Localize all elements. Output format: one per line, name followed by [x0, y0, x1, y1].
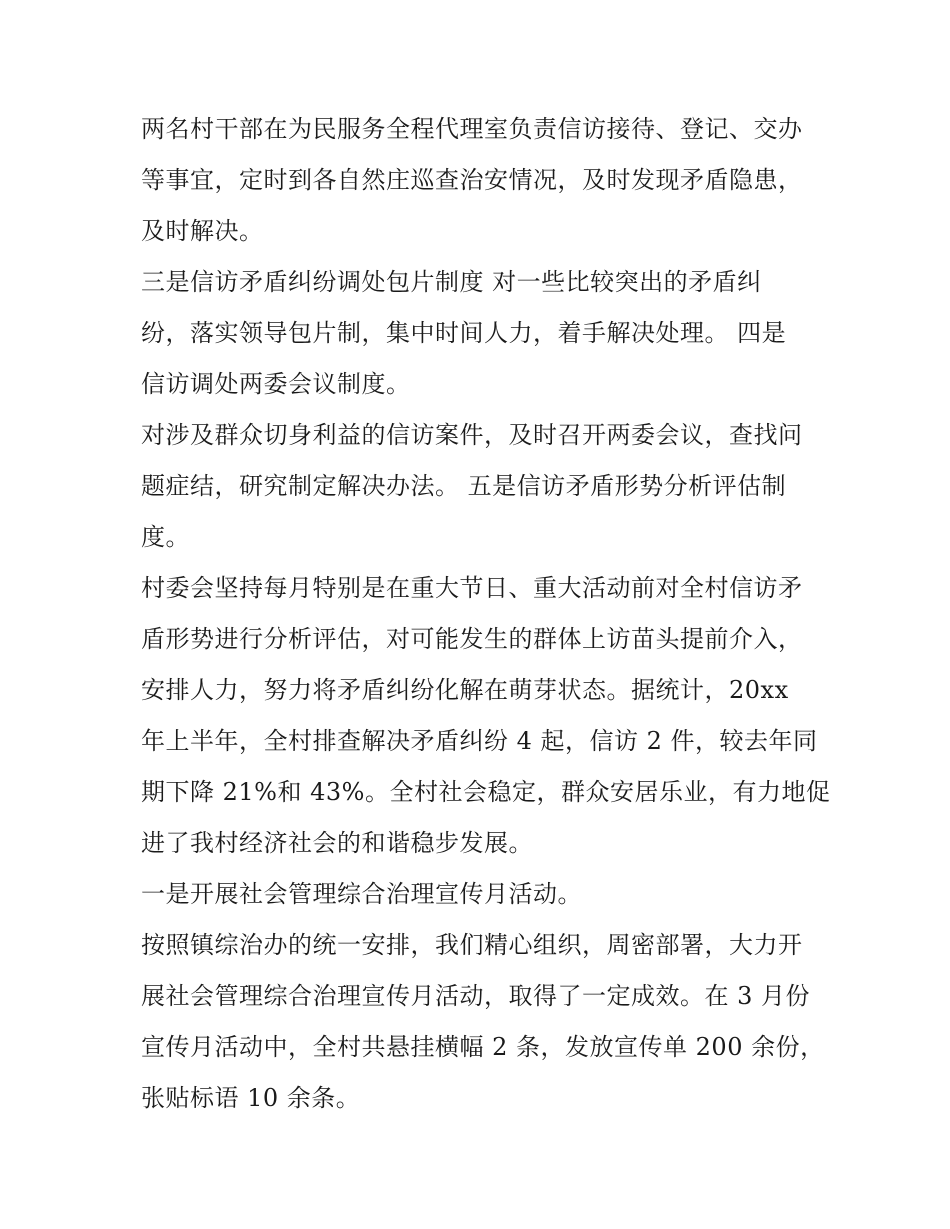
text-line: 盾形势进行分析评估，对可能发生的群体上访苗头提前介入，: [141, 625, 803, 653]
text-line: 三是信访矛盾纠纷调处包片制度 对一些比较突出的矛盾纠: [141, 268, 762, 296]
text-line: 展社会管理综合治理宣传月活动，取得了一定成效。在 3 月份: [141, 982, 811, 1010]
text-line: 村委会坚持每月特别是在重大节日、重大活动前对全村信访矛: [141, 574, 803, 602]
text-line: 两名村干部在为民服务全程代理室负责信访接待、登记、交办: [141, 115, 803, 143]
text-line: 张贴标语 10 余条。: [141, 1084, 361, 1112]
text-line: 度。: [141, 523, 190, 551]
text-line: 年上半年，全村排查解决矛盾纠纷 4 起，信访 2 件，较去年同: [141, 727, 818, 755]
text-line: 宣传月活动中，全村共悬挂横幅 2 条，发放宣传单 200 余份，: [141, 1033, 825, 1061]
text-line: 题症结，研究制定解决办法。 五是信访矛盾形势分析评估制: [141, 472, 787, 500]
text-line: 纷，落实领导包片制，集中时间人力，着手解决处理。 四是: [141, 319, 787, 347]
document-body: [141, 104, 831, 1124]
text-line: 及时解决。: [141, 217, 264, 245]
text-line: 期下降 21%和 43%。全村社会稳定，群众安居乐业，有力地促: [141, 778, 831, 806]
text-line: 等事宜，定时到各自然庄巡查治安情况，及时发现矛盾隐患，: [141, 166, 803, 194]
text-line: 按照镇综治办的统一安排，我们精心组织，周密部署，大力开: [141, 931, 803, 959]
text-line: 安排人力，努力将矛盾纠纷化解在萌芽状态。据统计，20xx: [141, 676, 789, 704]
text-line: 信访调处两委会议制度。: [141, 370, 411, 398]
text-line: 进了我村经济社会的和谐稳步发展。: [141, 829, 533, 857]
text-line: 一是开展社会管理综合治理宣传月活动。: [141, 880, 582, 908]
text-line: 对涉及群众切身利益的信访案件，及时召开两委会议，查找问: [141, 421, 803, 449]
